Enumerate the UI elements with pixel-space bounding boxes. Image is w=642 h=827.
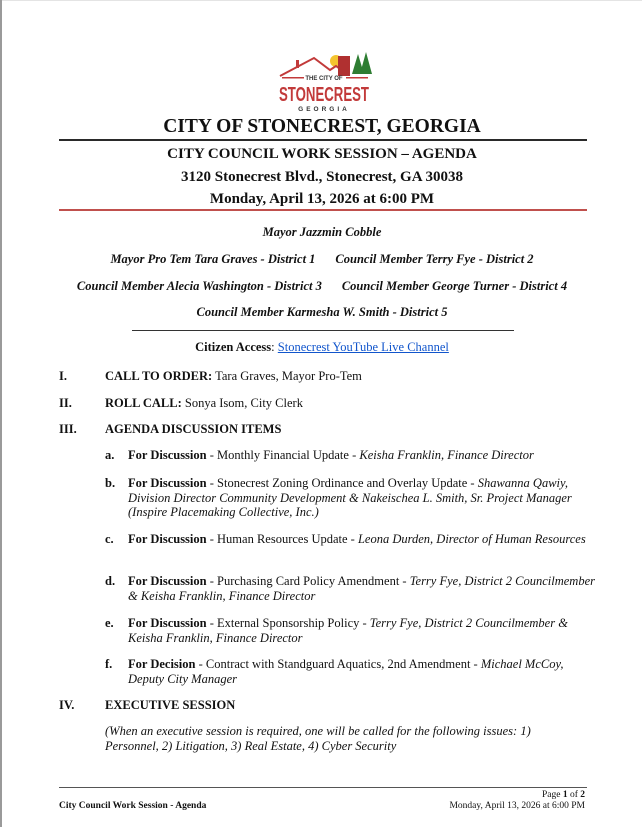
section-number: IV. xyxy=(59,698,75,712)
item-type: For Discussion xyxy=(128,448,207,462)
section-number: I. xyxy=(59,369,67,383)
agenda-item xyxy=(105,532,595,547)
header-red-divider xyxy=(59,209,587,211)
building-icon xyxy=(338,56,350,76)
executive-session-note: (When an executive session is required, one will be called for the following issues: 1) Personnel, 2) Litigation, 3) Real Estate, 4) Cyber Security xyxy=(105,724,531,753)
agenda-item xyxy=(105,574,595,603)
meeting-datetime: Monday, April 13, 2026 at 6:00 PM xyxy=(209,191,435,207)
item-presenter: Leona Durden, Director of Human Resources xyxy=(357,532,586,546)
section-title: ROLL CALL: xyxy=(105,396,182,410)
svg-text:THE CITY OF: THE CITY OF xyxy=(305,76,343,82)
members-row xyxy=(2,279,642,294)
mayor-name: Mayor Jazzmin Cobble xyxy=(262,225,382,239)
header-divider xyxy=(59,139,587,141)
item-topic: - Monthly Financial Update - xyxy=(206,448,360,462)
svg-text:STONECREST: STONECREST xyxy=(279,84,369,106)
agenda-item xyxy=(105,657,595,686)
meeting-address: 3120 Stonecrest Blvd., Stonecrest, GA 30038 xyxy=(181,169,463,185)
item-type: For Discussion xyxy=(128,476,207,490)
stonecrest-logo xyxy=(274,48,374,114)
section-title: EXECUTIVE SESSION xyxy=(105,698,236,712)
item-topic: - Contract with Standguard Aquatics, 2nd Amendment - xyxy=(195,657,481,671)
agenda-item xyxy=(105,476,595,520)
page-top-edge xyxy=(2,0,642,1)
section-number: III. xyxy=(59,422,77,436)
members-row xyxy=(2,252,642,267)
item-presenter: Michael McCoy, Deputy City Manager xyxy=(128,657,564,686)
member-name: Council Member Alecia Washington - District 3 xyxy=(76,279,322,293)
meeting-title: CITY COUNCIL WORK SESSION – AGENDA xyxy=(167,146,477,162)
member-name: Council Member Karmesha W. Smith - District 5 xyxy=(196,305,448,319)
item-type: For Discussion xyxy=(128,532,207,546)
section-title: CALL TO ORDER: xyxy=(105,369,213,383)
member-name: Mayor Pro Tem Tara Graves - District 1 xyxy=(110,252,316,266)
citizen-access-label: Citizen Access xyxy=(195,340,272,354)
svg-text:GEORGIA: GEORGIA xyxy=(298,106,350,113)
footer-divider xyxy=(59,787,587,788)
section-number: II. xyxy=(59,396,72,410)
footer-title: City Council Work Session - Agenda xyxy=(59,801,207,811)
members-divider xyxy=(132,330,514,331)
item-type: For Discussion xyxy=(128,616,207,630)
member-name: Council Member George Turner - District 4 xyxy=(341,279,568,293)
item-type: For Discussion xyxy=(128,574,207,588)
item-topic: - External Sponsorship Policy - xyxy=(206,616,370,630)
page-title: CITY OF STONECREST, GEORGIA xyxy=(163,116,481,137)
item-presenter: Terry Fye, District 2 Councilmember & Keisha Franklin, Finance Director xyxy=(128,616,568,645)
item-topic: - Purchasing Card Policy Amendment - xyxy=(206,574,410,588)
item-type: For Decision xyxy=(128,657,196,671)
item-letter: d. xyxy=(105,574,116,588)
item-letter: c. xyxy=(105,532,114,546)
item-letter: b. xyxy=(105,476,116,490)
page-number: Page 1 of 2 xyxy=(541,790,585,800)
item-topic: - Human Resources Update - xyxy=(206,532,358,546)
agenda-item xyxy=(105,448,595,463)
agenda-item xyxy=(105,616,595,645)
item-presenter: Terry Fye, District 2 Councilmember & Keisha Franklin, Finance Director xyxy=(128,574,595,603)
item-letter: e. xyxy=(105,616,114,630)
item-presenter: Keisha Franklin, Finance Director xyxy=(359,448,534,462)
section-text: Sonya Isom, City Clerk xyxy=(181,396,303,410)
section-title: AGENDA DISCUSSION ITEMS xyxy=(105,422,282,436)
item-letter: f. xyxy=(105,657,113,671)
item-presenter: Shawanna Qawiy, Division Director Community Development & Nakeischea L. Smith, Sr. Project Manager (Inspire Placemaking Collective, Inc.) xyxy=(128,476,572,519)
item-topic: - Stonecrest Zoning Ordinance and Overlay Update - xyxy=(206,476,478,490)
citizen-access: Citizen Access: Stonecrest YouTube Live Channel xyxy=(195,340,449,354)
member-name: Council Member Terry Fye - District 2 xyxy=(335,252,534,266)
item-letter: a. xyxy=(105,448,115,462)
youtube-live-link[interactable]: Stonecrest YouTube Live Channel xyxy=(277,340,449,354)
footer-datetime: Monday, April 13, 2026 at 6:00 PM xyxy=(449,801,585,811)
section-text: Tara Graves, Mayor Pro-Tem xyxy=(212,369,362,383)
